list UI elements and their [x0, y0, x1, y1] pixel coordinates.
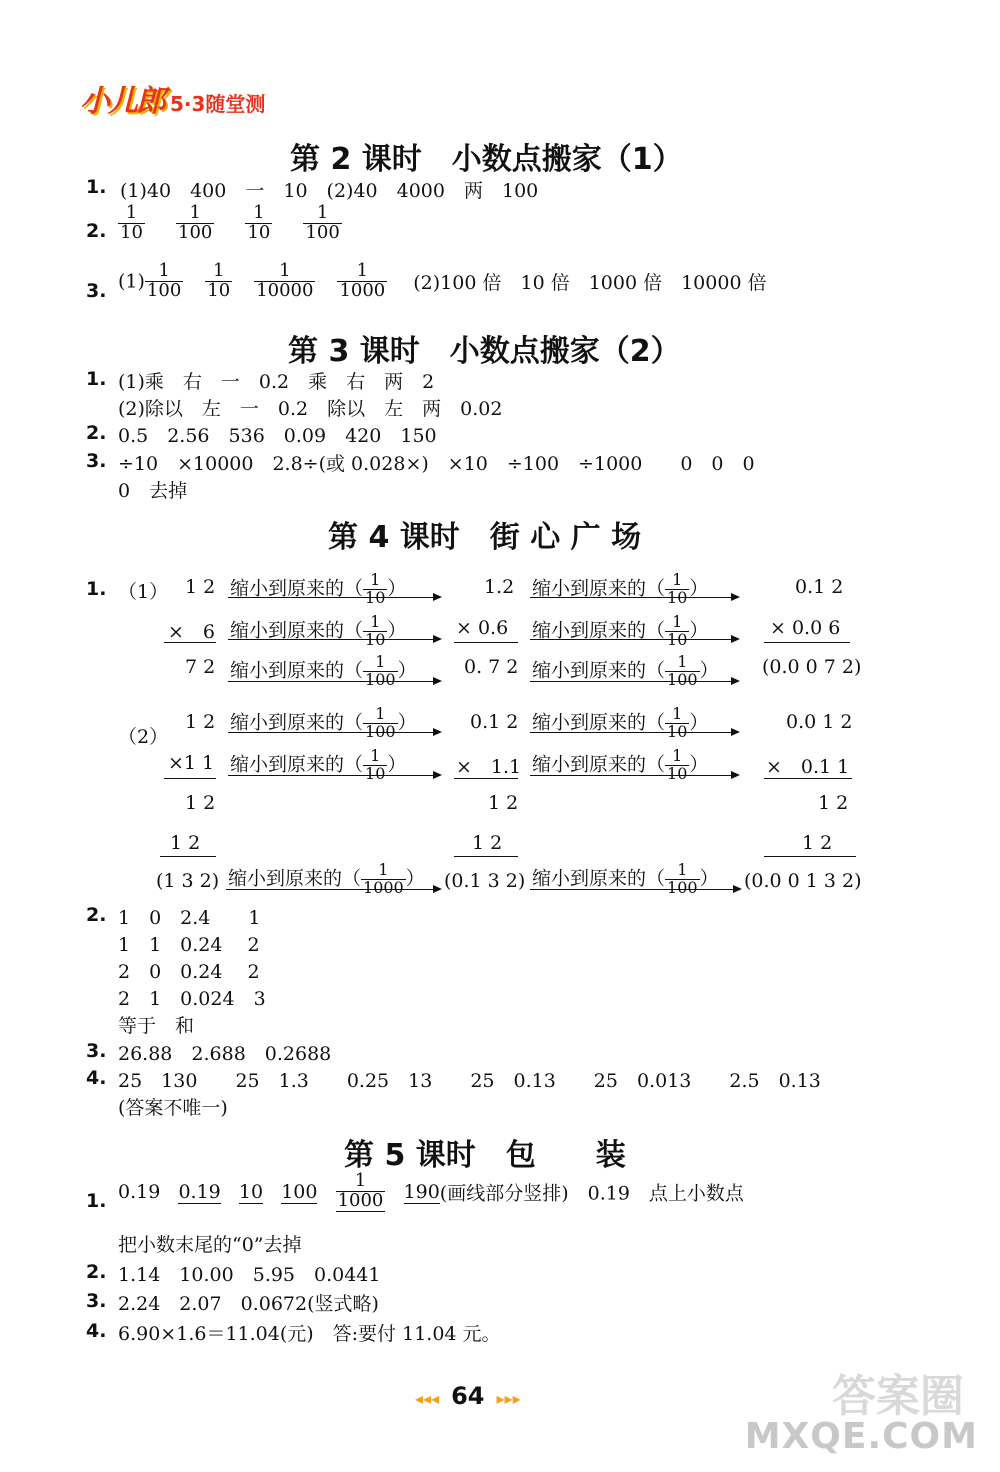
- shrink-label: 缩小到原来的（ $\frac{1}{10}$ ）: [230, 570, 407, 607]
- arrow: [226, 889, 440, 890]
- question-number: 3.: [86, 450, 107, 472]
- question-number: 2.: [86, 220, 107, 242]
- question-number: 3.: [86, 280, 107, 302]
- calc-d3-r2: × 0.1 1: [766, 756, 850, 778]
- arrow: [530, 597, 738, 598]
- watermark-logo: 答案圈: [832, 1371, 964, 1422]
- question-number: 2.: [86, 1261, 107, 1283]
- arrow: [228, 597, 440, 598]
- answer-s3-q3a: ÷10 ×10000 2.8÷(或 0.028×) ×10 ÷100 ÷1000 0 0 0: [118, 453, 755, 475]
- question-number: 1.: [86, 578, 107, 600]
- shrink-label: 缩小到原来的（ $\frac{1}{10}$ ）: [532, 746, 709, 783]
- calc-c2-r3: 0. 7 2: [464, 656, 519, 678]
- question-number: 2.: [86, 422, 107, 444]
- arrow: [530, 732, 738, 733]
- shrink-label: 缩小到原来的（ $\frac{1}{10}$ ）: [532, 612, 709, 649]
- answer-s5-q1-line2: 把小数末尾的“0”去掉: [118, 1234, 302, 1256]
- arrow: [228, 775, 440, 776]
- calc-d1-r5: (1 3 2): [156, 870, 220, 892]
- answer-s4-q4a: 25 130 25 1.3 0.25 13 25 0.13 25 0.013 2.5 0.13: [118, 1070, 821, 1092]
- calc-c3-r3: (0.0 0 7 2): [762, 656, 862, 678]
- fraction: $\frac{1}{1000}$: [337, 1170, 384, 1211]
- brand-subtitle: 5·3随堂测: [170, 92, 266, 116]
- shrink-label: 缩小到原来的（ $\frac{1}{100}$ ）: [532, 860, 719, 897]
- answer-s4-q2-line: 1 1 0.24 2: [118, 934, 260, 956]
- fraction: $\frac{1}{100}$: [305, 202, 340, 243]
- part-label-2: （2）: [118, 726, 169, 748]
- watermark-text: MXQE.COM: [744, 1416, 978, 1457]
- answer-s4-q2-line: 2 0 0.24 2: [118, 961, 260, 983]
- calc-c2-r2: × 0.6: [456, 617, 509, 639]
- question-number: 4.: [86, 1320, 107, 1342]
- answer-s2-q1: (1)40 400 一 10 (2)40 4000 两 100: [120, 180, 539, 202]
- arrow: [530, 639, 738, 640]
- brand-logo: [80, 76, 265, 120]
- answer-s3-q2: 0.5 2.56 536 0.09 420 150: [118, 425, 437, 447]
- arrow: [228, 732, 440, 733]
- calc-c1-r1: 1 2: [185, 576, 216, 598]
- calc-d2-r4: 1 2: [472, 832, 503, 854]
- answer-s2-q3: (1) $\frac{1}{100}$ $\frac{1}{10}$ $\frac{1}{10000}$ $\frac{1}{1000}$ (2)100 倍 10 倍 1000 倍 10000 倍: [118, 260, 767, 301]
- brand-name: 小儿郎: [80, 84, 164, 119]
- answer-s4-q2-line: 等于 和: [118, 1015, 195, 1037]
- answer-s5-q4: 6.90×1.6＝11.04(元) 答:要付 11.04 元。: [118, 1323, 501, 1345]
- shrink-label: 缩小到原来的（ $\frac{1}{100}$ ）: [532, 652, 719, 689]
- right-arrows-icon: ▸▸▸: [496, 1389, 521, 1408]
- shrink-label: 缩小到原来的（ $\frac{1}{10}$ ）: [532, 704, 709, 741]
- fraction: $\frac{1}{100}$: [146, 260, 182, 301]
- answer-s4-q4b: (答案不唯一): [118, 1097, 228, 1119]
- calc-d1-r1: 1 2: [185, 711, 216, 733]
- arrow: [228, 681, 440, 682]
- part-label-1: （1）: [118, 581, 169, 603]
- section-title-3: 第 3 课时 小数点搬家（2）: [288, 334, 681, 369]
- calc-d3-r5: (0.0 0 1 3 2): [744, 870, 862, 892]
- calc-c3-r1: 0.1 2: [795, 576, 844, 598]
- calc-c1-r3: 7 2: [185, 656, 216, 678]
- calc-d1-r3: 1 2: [185, 792, 216, 814]
- shrink-label: 缩小到原来的（ $\frac{1}{1000}$ ）: [228, 860, 425, 897]
- calc-d2-r5: (0.1 3 2): [444, 870, 526, 892]
- answer-s3-q3b: 0 去掉: [118, 480, 188, 502]
- shrink-label: 缩小到原来的（ $\frac{1}{100}$ ）: [230, 652, 417, 689]
- question-number: 3.: [86, 1290, 107, 1312]
- calc-d3-r4: 1 2: [802, 832, 833, 854]
- question-number: 1.: [86, 1190, 107, 1212]
- answer-s2-q2: [118, 204, 342, 243]
- calc-d3-r3: 1 2: [818, 792, 849, 814]
- shrink-label: 缩小到原来的（ $\frac{1}{10}$ ）: [532, 570, 709, 607]
- section-title-4: 第 4 课时 街 心 广 场: [328, 520, 642, 555]
- section-title-5: 第 5 课时 包 装: [344, 1138, 626, 1173]
- page-footer: [415, 1382, 521, 1410]
- question-number: 1.: [86, 368, 107, 390]
- answer-s5-q3: 2.24 2.07 0.0672(竖式略): [118, 1293, 379, 1315]
- fraction: $\frac{1}{10}$: [120, 202, 143, 243]
- calc-d2-r1: 0.1 2: [470, 711, 519, 733]
- shrink-label: 缩小到原来的（ $\frac{1}{10}$ ）: [230, 746, 407, 783]
- calc-d1-r4: 1 2: [170, 832, 201, 854]
- calc-d1-r2: ×1 1: [168, 752, 215, 774]
- answer-s3-q1b: (2)除以 左 一 0.2 除以 左 两 0.02: [118, 398, 503, 420]
- question-number: 3.: [86, 1040, 107, 1062]
- calc-d3-r1: 0.0 1 2: [786, 711, 853, 733]
- fraction: $\frac{1}{10}$: [247, 202, 271, 243]
- answer-s5-q2: 1.14 10.00 5.95 0.0441: [118, 1264, 381, 1286]
- answer-s4-q3: 26.88 2.688 0.2688: [118, 1043, 332, 1065]
- calc-c3-r2: × 0.0 6: [770, 617, 841, 639]
- calc-c2-r1: 1.2: [484, 576, 515, 598]
- fraction: $\frac{1}{10000}$: [256, 260, 314, 301]
- arrow: [530, 775, 738, 776]
- shrink-label: 缩小到原来的（ $\frac{1}{100}$ ）: [230, 704, 417, 741]
- answer-s5-q1: 0.19 0.19 10 100 $\frac{1}{1000}$ 190(画线部分竖排) 0.19 点上小数点: [118, 1170, 744, 1211]
- answer-s3-q1a: (1)乘 右 一 0.2 乘 右 两 2: [118, 371, 435, 393]
- question-number: 2.: [86, 904, 107, 926]
- answer-s4-q2-line: 2 1 0.024 3: [118, 988, 266, 1010]
- question-number: 1.: [86, 176, 107, 198]
- fraction: $\frac{1}{100}$: [178, 202, 213, 243]
- shrink-label: 缩小到原来的（ $\frac{1}{10}$ ）: [230, 612, 407, 649]
- question-number: 4.: [86, 1067, 107, 1089]
- fraction: $\frac{1}{1000}$: [339, 260, 386, 301]
- arrow: [530, 681, 738, 682]
- answer-s4-q2-line: 1 0 2.4 1: [118, 907, 261, 929]
- fraction: $\frac{1}{10}$: [207, 260, 231, 301]
- calc-d2-r2: × 1.1: [456, 756, 522, 778]
- section-title-2: 第 2 课时 小数点搬家（1）: [290, 142, 683, 177]
- arrow: [228, 639, 440, 640]
- calc-c1-r2: × 6: [168, 621, 216, 643]
- calc-d2-r3: 1 2: [488, 792, 519, 814]
- left-arrows-icon: ◂◂◂: [415, 1389, 440, 1408]
- page-number: 64: [451, 1382, 485, 1410]
- arrow: [530, 889, 740, 890]
